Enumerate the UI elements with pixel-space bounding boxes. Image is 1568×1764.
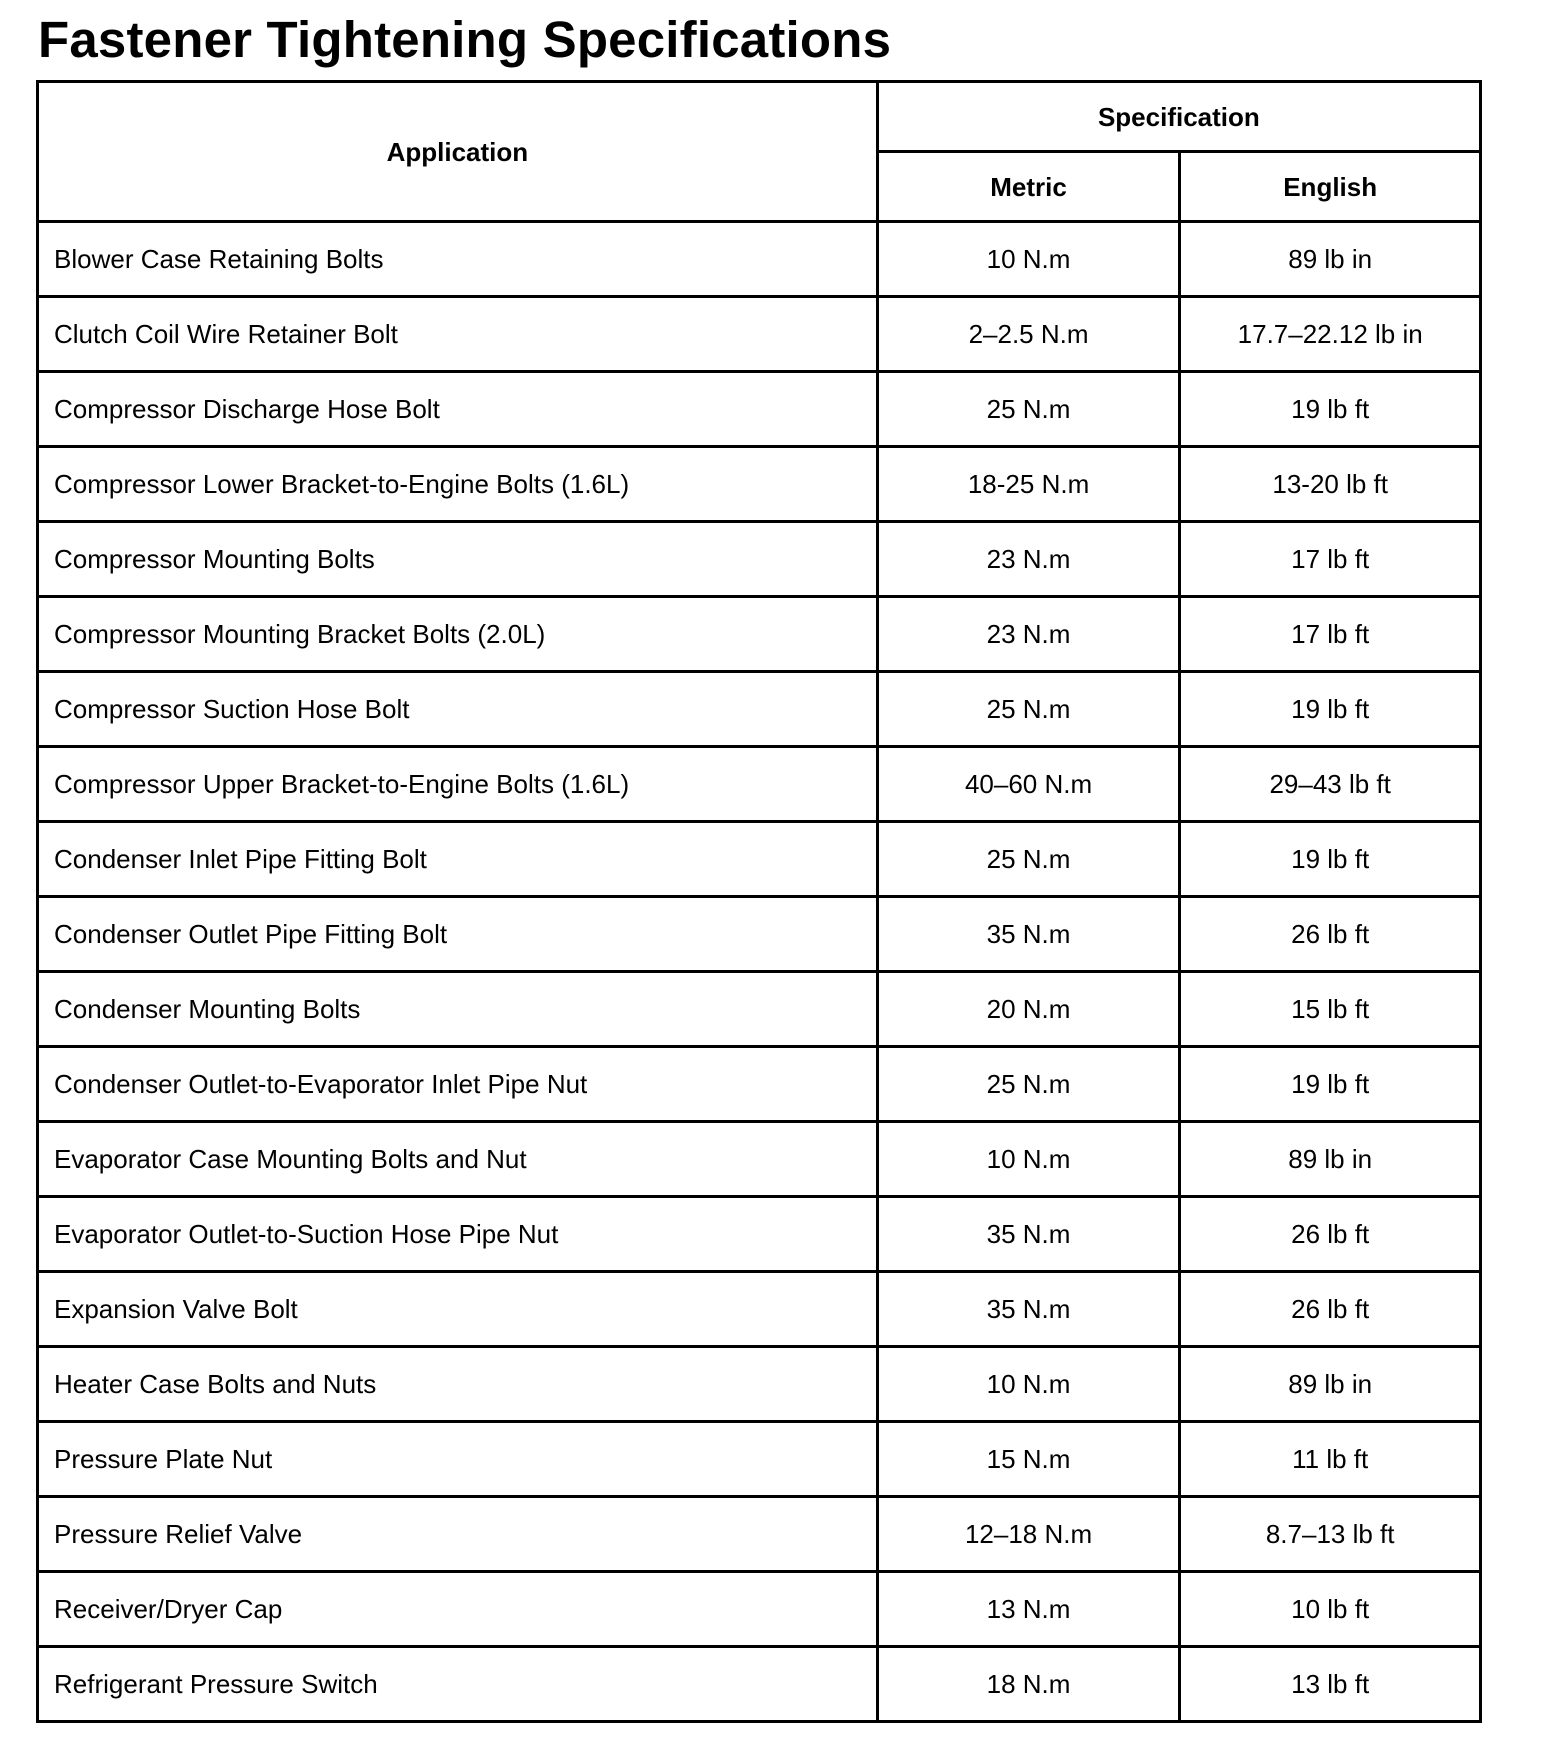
header-row-top — [38, 82, 1481, 152]
header-specification: Specification — [877, 82, 1480, 152]
metric-cell: 10 N.m — [877, 1347, 1180, 1422]
english-cell: 13-20 lb ft — [1180, 447, 1481, 522]
application-cell: Receiver/Dryer Cap — [38, 1572, 878, 1647]
application-cell: Compressor Suction Hose Bolt — [38, 672, 878, 747]
english-cell: 89 lb in — [1180, 1122, 1481, 1197]
english-cell: 17 lb ft — [1180, 522, 1481, 597]
application-cell: Condenser Outlet Pipe Fitting Bolt — [38, 897, 878, 972]
english-cell: 19 lb ft — [1180, 372, 1481, 447]
english-cell: 17.7–22.12 lb in — [1180, 297, 1481, 372]
table-row — [38, 972, 1481, 1047]
metric-cell: 23 N.m — [877, 597, 1180, 672]
application-cell: Heater Case Bolts and Nuts — [38, 1347, 878, 1422]
english-cell: 89 lb in — [1180, 222, 1481, 297]
application-cell: Blower Case Retaining Bolts — [38, 222, 878, 297]
english-cell: 26 lb ft — [1180, 1272, 1481, 1347]
english-cell: 89 lb in — [1180, 1347, 1481, 1422]
english-cell: 19 lb ft — [1180, 1047, 1481, 1122]
table-row — [38, 597, 1481, 672]
application-cell: Clutch Coil Wire Retainer Bolt — [38, 297, 878, 372]
table-row — [38, 1272, 1481, 1347]
table-body — [38, 222, 1481, 1722]
header-metric: Metric — [877, 152, 1180, 222]
application-cell: Evaporator Outlet-to-Suction Hose Pipe Nut — [38, 1197, 878, 1272]
metric-cell: 12–18 N.m — [877, 1497, 1180, 1572]
application-cell: Evaporator Case Mounting Bolts and Nut — [38, 1122, 878, 1197]
table-row — [38, 1197, 1481, 1272]
english-cell: 11 lb ft — [1180, 1422, 1481, 1497]
metric-cell: 2–2.5 N.m — [877, 297, 1180, 372]
english-cell: 10 lb ft — [1180, 1572, 1481, 1647]
table-header — [38, 82, 1481, 222]
english-cell: 13 lb ft — [1180, 1647, 1481, 1722]
table-row — [38, 822, 1481, 897]
english-cell: 8.7–13 lb ft — [1180, 1497, 1481, 1572]
english-cell: 15 lb ft — [1180, 972, 1481, 1047]
fastener-spec-table — [36, 80, 1482, 1723]
application-cell: Condenser Inlet Pipe Fitting Bolt — [38, 822, 878, 897]
table-row — [38, 447, 1481, 522]
table-row — [38, 372, 1481, 447]
metric-cell: 25 N.m — [877, 1047, 1180, 1122]
metric-cell: 23 N.m — [877, 522, 1180, 597]
metric-cell: 35 N.m — [877, 1272, 1180, 1347]
application-cell: Compressor Upper Bracket-to-Engine Bolts (1.6L) — [38, 747, 878, 822]
table-row — [38, 1122, 1481, 1197]
metric-cell: 13 N.m — [877, 1572, 1180, 1647]
header-application: Application — [38, 82, 878, 222]
table-row — [38, 1647, 1481, 1722]
metric-cell: 10 N.m — [877, 222, 1180, 297]
metric-cell: 25 N.m — [877, 822, 1180, 897]
table-row — [38, 747, 1481, 822]
application-cell: Condenser Outlet-to-Evaporator Inlet Pipe Nut — [38, 1047, 878, 1122]
english-cell: 19 lb ft — [1180, 672, 1481, 747]
table-row — [38, 222, 1481, 297]
page-title: Fastener Tightening Specifications — [38, 11, 892, 68]
table-row — [38, 522, 1481, 597]
table-row — [38, 1572, 1481, 1647]
metric-cell: 18 N.m — [877, 1647, 1180, 1722]
application-cell: Compressor Mounting Bolts — [38, 522, 878, 597]
table-row — [38, 1347, 1481, 1422]
application-cell: Condenser Mounting Bolts — [38, 972, 878, 1047]
header-english: English — [1180, 152, 1481, 222]
application-cell: Pressure Plate Nut — [38, 1422, 878, 1497]
application-cell: Compressor Lower Bracket-to-Engine Bolts (1.6L) — [38, 447, 878, 522]
application-cell: Refrigerant Pressure Switch — [38, 1647, 878, 1722]
metric-cell: 18-25 N.m — [877, 447, 1180, 522]
metric-cell: 25 N.m — [877, 672, 1180, 747]
metric-cell: 35 N.m — [877, 897, 1180, 972]
table-row — [38, 1422, 1481, 1497]
table-row — [38, 1047, 1481, 1122]
english-cell: 19 lb ft — [1180, 822, 1481, 897]
table-row — [38, 672, 1481, 747]
table-row — [38, 897, 1481, 972]
application-cell: Compressor Discharge Hose Bolt — [38, 372, 878, 447]
metric-cell: 35 N.m — [877, 1197, 1180, 1272]
metric-cell: 40–60 N.m — [877, 747, 1180, 822]
metric-cell: 10 N.m — [877, 1122, 1180, 1197]
metric-cell: 20 N.m — [877, 972, 1180, 1047]
table-row — [38, 1497, 1481, 1572]
english-cell: 26 lb ft — [1180, 897, 1481, 972]
metric-cell: 15 N.m — [877, 1422, 1180, 1497]
english-cell: 26 lb ft — [1180, 1197, 1481, 1272]
table-row — [38, 297, 1481, 372]
application-cell: Pressure Relief Valve — [38, 1497, 878, 1572]
english-cell: 17 lb ft — [1180, 597, 1481, 672]
application-cell: Compressor Mounting Bracket Bolts (2.0L) — [38, 597, 878, 672]
application-cell: Expansion Valve Bolt — [38, 1272, 878, 1347]
metric-cell: 25 N.m — [877, 372, 1180, 447]
english-cell: 29–43 lb ft — [1180, 747, 1481, 822]
